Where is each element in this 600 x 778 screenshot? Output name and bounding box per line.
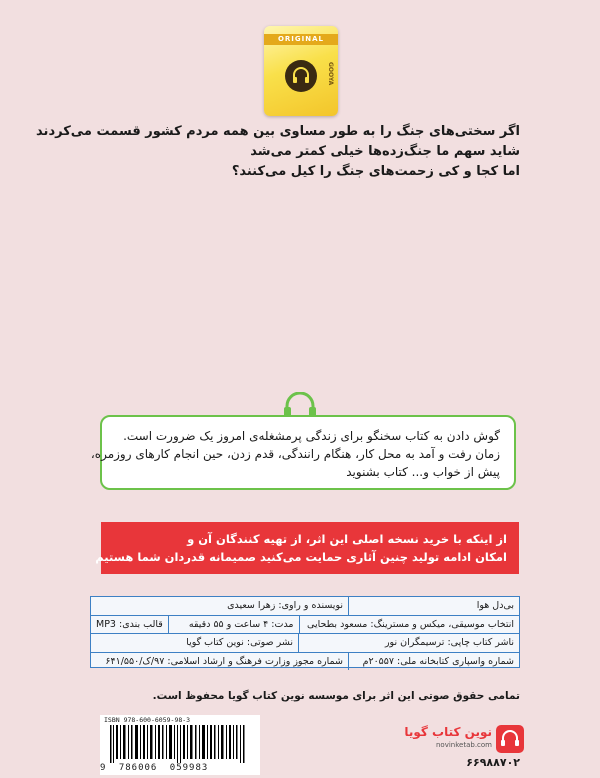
audio-publisher: نشر صوتی: نوین کتاب گویا xyxy=(186,637,293,649)
print-publisher: ناشر کتاب چاپی: ترسیمگران نور xyxy=(298,634,519,652)
audio-note-line: زمان رفت و آمد به محل کار، هنگام رانندگی، قدم زدن، حین انجام کارهای روزمره، xyxy=(90,447,500,461)
barcode-digit-group: 059983 xyxy=(169,763,209,773)
thanks-banner xyxy=(95,522,519,574)
barcode-bars-icon xyxy=(110,725,250,763)
intro-line: اگر سختی‌های جنگ را به طور مساوی بین همه مردم کشور قسمت می‌کردند xyxy=(36,124,520,139)
thanks-line: از اینکه با خرید نسخه اصلی این اثر، از تهیه کنندگان آن و xyxy=(187,532,507,546)
book-title: بی‌دل هوا xyxy=(348,597,519,615)
table-row xyxy=(91,634,519,653)
barcode xyxy=(100,715,260,775)
table-row xyxy=(91,616,519,635)
audio-note-line: پیش از خواب و... کتاب بشنوید xyxy=(346,465,500,479)
publisher-website: novinketab.com xyxy=(435,741,492,749)
license-number: شماره مجوز وزارت فرهنگ و ارشاد اسلامی: ۹۷/ک/۶۴۱/۵۵۰ xyxy=(105,656,343,668)
barcode-digit-first: 9 xyxy=(100,763,107,773)
book-info-table xyxy=(90,596,520,668)
music-credit: انتخاب موسیقی، میکس و مسترینگ: مسعود بطحایی xyxy=(299,616,519,634)
publisher-phone: ۶۶۹۸۸۷۰۲ xyxy=(466,756,520,769)
gooya-original-badge xyxy=(264,26,338,116)
intro-text xyxy=(36,122,520,182)
headphone-logo-icon xyxy=(285,60,317,92)
library-deposit-number: شماره واسپاری کتابخانه ملی: ۲۰۵۵۷م xyxy=(348,653,519,671)
badge-ribbon: ORIGINAL xyxy=(264,34,338,45)
publisher-name: نوین کتاب گویا xyxy=(404,725,492,739)
badge-side-text: GOOYA xyxy=(327,62,334,86)
format: قالب بندی: MP3 xyxy=(96,618,163,630)
table-row xyxy=(91,653,519,671)
publisher-book-icon xyxy=(496,725,524,753)
author-narrator: نویسنده و راوی: زهرا سعیدی xyxy=(227,600,343,612)
barcode-digits xyxy=(100,763,260,773)
thanks-line: امکان ادامه تولید چنین آثاری حمایت می‌کنید صمیمانه قدردان شما هستیم xyxy=(95,550,507,564)
intro-line: اما کجا و کی زحمت‌های جنگ را کیل می‌کنند؟ xyxy=(231,164,520,179)
rights-notice: تمامی حقوق صوتی این اثر برای موسسه نوین کتاب گویا محفوظ است. xyxy=(152,690,520,702)
audio-note-box xyxy=(90,415,516,490)
isbn-label: ISBN 978-600-6059-98-3 xyxy=(104,716,191,724)
duration: مدت: ۴ ساعت و ۵۵ دقیقه xyxy=(168,616,299,634)
audio-note-line: گوش دادن به کتاب سخنگو برای زندگی پرمشغله‌ی امروز یک ضرورت است. xyxy=(123,429,500,443)
table-row xyxy=(91,597,519,616)
barcode-digit-group: 786006 xyxy=(118,763,158,773)
intro-line: شاید سهم ما جنگ‌زده‌ها خیلی کمتر می‌شد xyxy=(250,144,520,159)
